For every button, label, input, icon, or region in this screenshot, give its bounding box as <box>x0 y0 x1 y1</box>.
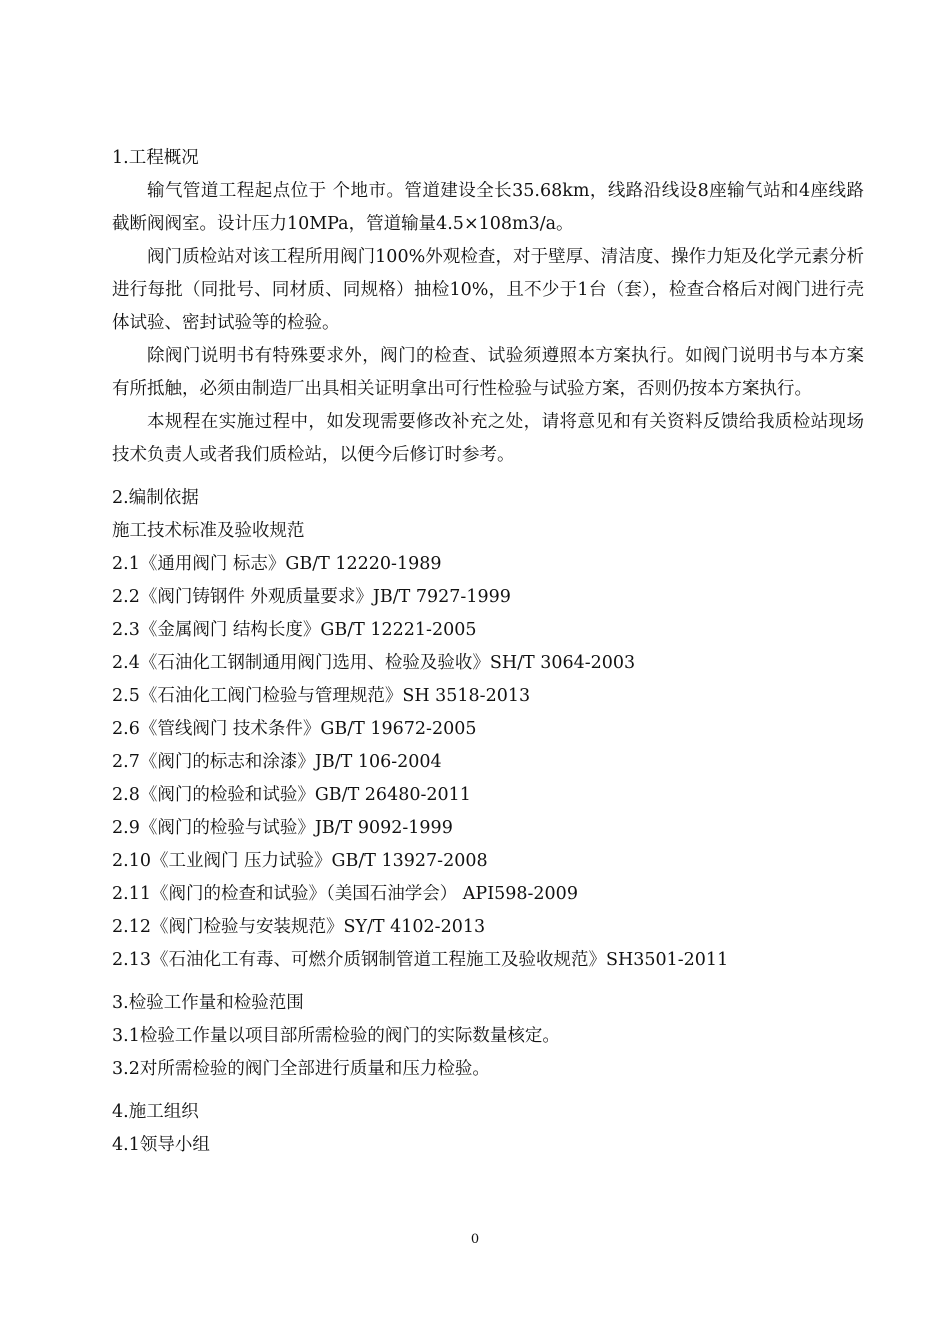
scope-item: 3.2对所需检验的阀门全部进行质量和压力检验。 <box>112 1059 490 1079</box>
standard-item: 2.10《工业阀门 压力试验》GB/T 13927-2008 <box>112 851 488 871</box>
section-gap <box>112 977 864 987</box>
section-subheading-standards: 施工技术标准及验收规范 <box>112 521 305 541</box>
section-heading-overview: 1.工程概况 <box>112 148 199 168</box>
section-gap <box>112 472 864 482</box>
standard-item: 2.4《石油化工钢制通用阀门选用、检验及验收》SH/T 3064-2003 <box>112 653 636 673</box>
standard-item: 2.12《阀门检验与安装规范》SY/T 4102-2013 <box>112 917 486 937</box>
paragraph-overview-1: 输气管道工程起点位于 个地市。管道建设全长35.68km，线路沿线设8座输气站和4座线路截断阀阀室。设计压力10MPa，管道输量4.5×108m3/a。 <box>112 181 864 234</box>
section-heading-scope: 3.检验工作量和检验范围 <box>112 993 304 1013</box>
paragraph-overview-2: 阀门质检站对该工程所用阀门100%外观检查，对于壁厚、清洁度、操作力矩及化学元素分析进行每批（同批号、同材质、同规格）抽检10%，且不少于1台（套），检查合格后对阀门进行壳体试验、密封试验等的检验。 <box>112 247 864 333</box>
standard-item: 2.3《金属阀门 结构长度》GB/T 12221-2005 <box>112 620 477 640</box>
standard-item: 2.2《阀门铸钢件 外观质量要求》JB/T 7927-1999 <box>112 587 511 607</box>
scope-item: 3.1检验工作量以项目部所需检验的阀门的实际数量核定。 <box>112 1026 560 1046</box>
organization-item: 4.1领导小组 <box>112 1135 210 1155</box>
paragraph-overview-4: 本规程在实施过程中，如发现需要修改补充之处，请将意见和有关资料反馈给我质检站现场技术负责人或者我们质检站，以便今后修订时参考。 <box>112 412 864 465</box>
section-heading-organization: 4.施工组织 <box>112 1102 199 1122</box>
standard-item: 2.6《管线阀门 技术条件》GB/T 19672-2005 <box>112 719 477 739</box>
standard-item: 2.5《石油化工阀门检验与管理规范》SH 3518-2013 <box>112 686 531 706</box>
section-gap <box>112 1086 864 1096</box>
page-number: 0 <box>470 1232 480 1247</box>
section-heading-basis: 2.编制依据 <box>112 488 199 508</box>
standard-item: 2.8《阀门的检验和试验》GB/T 26480-2011 <box>112 785 471 805</box>
standard-item: 2.1《通用阀门 标志》GB/T 12220-1989 <box>112 554 442 574</box>
standard-item: 2.9《阀门的检验与试验》JB/T 9092-1999 <box>112 818 453 838</box>
paragraph-overview-3: 除阀门说明书有特殊要求外，阀门的检查、试验须遵照本方案执行。如阀门说明书与本方案有所抵触，必须由制造厂出具相关证明拿出可行性检验与试验方案，否则仍按本方案执行。 <box>112 346 864 399</box>
standard-item: 2.13《石油化工有毒、可燃介质钢制管道工程施工及验收规范》SH3501-2011 <box>112 950 729 970</box>
document-body <box>112 142 864 1162</box>
standard-item: 2.7《阀门的标志和涂漆》JB/T 106-2004 <box>112 752 442 772</box>
standard-item: 2.11《阀门的检查和试验》（美国石油学会） API598-2009 <box>112 884 578 904</box>
